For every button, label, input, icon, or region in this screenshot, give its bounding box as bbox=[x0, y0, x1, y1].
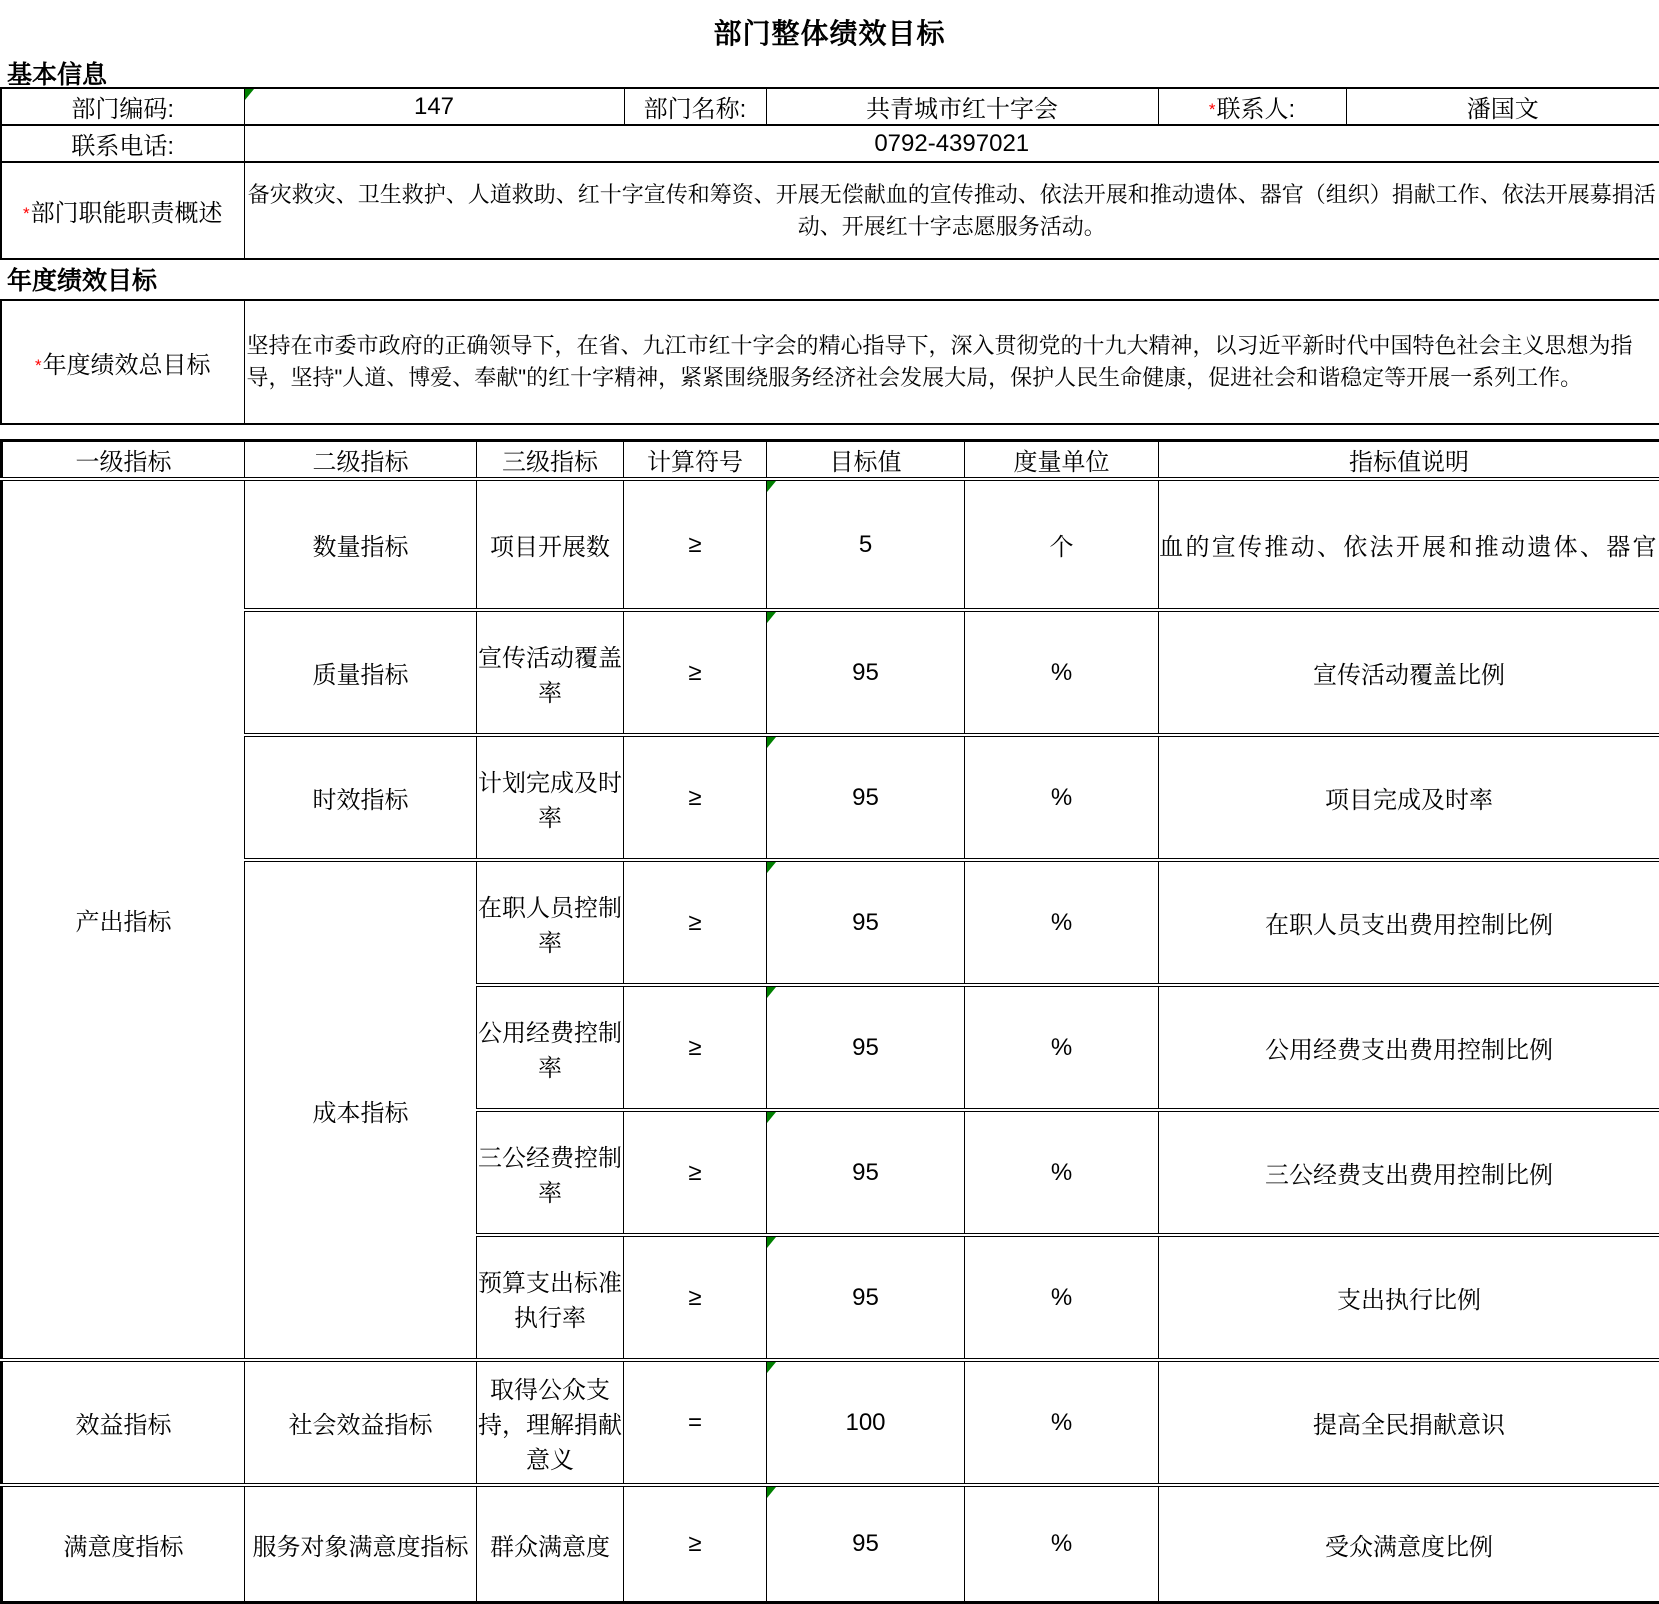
col-header-level2: 二级指标 bbox=[245, 441, 477, 480]
cell-flag-triangle-icon bbox=[767, 1362, 776, 1373]
cell-flag-triangle-icon bbox=[767, 1112, 776, 1123]
symbol-cell[interactable]: ≥ bbox=[624, 1235, 767, 1360]
level3-cell[interactable]: 预算支出标准执行率 bbox=[477, 1235, 624, 1360]
note-cell[interactable]: 项目完成及时率 bbox=[1159, 735, 1659, 860]
indicator-table bbox=[0, 439, 1659, 1604]
col-header-target: 目标值 bbox=[767, 441, 965, 480]
target-cell[interactable]: 95 bbox=[767, 985, 965, 1110]
note-cell[interactable]: 公用经费支出费用控制比例 bbox=[1159, 985, 1659, 1110]
basic-info-table bbox=[0, 87, 1659, 260]
note-cell[interactable]: 在职人员支出费用控制比例 bbox=[1159, 860, 1659, 985]
contact-value[interactable]: 潘国文 bbox=[1346, 88, 1659, 125]
target-cell[interactable]: 5 bbox=[767, 479, 965, 610]
cell-flag-triangle-icon bbox=[767, 987, 776, 998]
cell-flag-triangle-icon bbox=[767, 481, 776, 492]
unit-cell[interactable]: % bbox=[965, 1485, 1159, 1603]
unit-cell[interactable]: % bbox=[965, 610, 1159, 735]
note-cell[interactable]: 提高全民捐献意识 bbox=[1159, 1360, 1659, 1485]
symbol-cell[interactable]: ≥ bbox=[624, 479, 767, 610]
annual-goal-label: *年度绩效总目标 bbox=[1, 300, 244, 424]
note-cell[interactable]: 支出执行比例 bbox=[1159, 1235, 1659, 1360]
note-cell[interactable]: 宣传活动覆盖比例 bbox=[1159, 610, 1659, 735]
target-cell[interactable]: 95 bbox=[767, 860, 965, 985]
level2-cell[interactable]: 质量指标 bbox=[245, 610, 477, 735]
symbol-cell[interactable]: ≥ bbox=[624, 735, 767, 860]
col-header-level1: 一级指标 bbox=[2, 441, 245, 480]
title-band bbox=[0, 0, 1659, 63]
unit-cell[interactable]: % bbox=[965, 985, 1159, 1110]
col-header-level3: 三级指标 bbox=[477, 441, 624, 480]
cell-flag-triangle-icon bbox=[245, 89, 254, 100]
symbol-cell[interactable]: ≥ bbox=[624, 985, 767, 1110]
target-cell[interactable]: 95 bbox=[767, 1110, 965, 1235]
dept-name-value[interactable]: 共青城市红十字会 bbox=[766, 88, 1158, 125]
dept-code-value[interactable]: 147 bbox=[244, 88, 624, 125]
note-cell[interactable]: 血的宣传推动、依法开展和推动遗体、器官 bbox=[1159, 479, 1659, 610]
required-asterisk-icon: * bbox=[1209, 100, 1217, 119]
unit-cell[interactable]: 个 bbox=[965, 479, 1159, 610]
unit-cell[interactable]: % bbox=[965, 1360, 1159, 1485]
annual-goal-table bbox=[0, 299, 1659, 425]
symbol-cell[interactable]: ≥ bbox=[624, 860, 767, 985]
unit-cell[interactable]: % bbox=[965, 860, 1159, 985]
phone-value[interactable]: 0792-4397021 bbox=[244, 125, 1659, 162]
required-asterisk-icon: * bbox=[35, 356, 43, 375]
annual-goal-value[interactable]: 坚持在市委市政府的正确领导下，在省、九江市红十字会的精心指导下，深入贯彻党的十九大精神，以习近平新时代中国特色社会主义思想为指导，坚持"人道、博爱、奉献"的红十字精神，紧紧围绕服务经济社会发展大局，保护人民生命健康，促进社会和谐稳定等开展一系列工作。 bbox=[244, 300, 1659, 424]
cell-flag-triangle-icon bbox=[767, 862, 776, 873]
cell-flag-triangle-icon bbox=[767, 737, 776, 748]
symbol-cell[interactable]: ≥ bbox=[624, 610, 767, 735]
symbol-cell[interactable]: = bbox=[624, 1360, 767, 1485]
cell-flag-triangle-icon bbox=[767, 612, 776, 623]
unit-cell[interactable]: % bbox=[965, 1110, 1159, 1235]
level3-cell[interactable]: 群众满意度 bbox=[477, 1485, 624, 1603]
level2-cell[interactable]: 服务对象满意度指标 bbox=[245, 1485, 477, 1603]
level1-cell-benefit: 效益指标 bbox=[2, 1360, 245, 1485]
target-cell[interactable]: 95 bbox=[767, 610, 965, 735]
note-cell[interactable]: 受众满意度比例 bbox=[1159, 1485, 1659, 1603]
unit-cell[interactable]: % bbox=[965, 1235, 1159, 1360]
level2-cell-cost: 成本指标 bbox=[245, 860, 477, 1360]
level3-cell[interactable]: 宣传活动覆盖率 bbox=[477, 610, 624, 735]
section-heading-basic-info: 基本信息 bbox=[0, 63, 1659, 87]
level2-cell[interactable]: 数量指标 bbox=[245, 479, 477, 610]
col-header-note: 指标值说明 bbox=[1159, 441, 1659, 480]
section-heading-annual-goal: 年度绩效目标 bbox=[0, 267, 1659, 295]
phone-label: 联系电话: bbox=[1, 125, 244, 162]
dept-code-label: 部门编码: bbox=[1, 88, 244, 125]
level3-cell[interactable]: 计划完成及时率 bbox=[477, 735, 624, 860]
level3-cell[interactable]: 取得公众支持，理解捐献意义 bbox=[477, 1360, 624, 1485]
duty-label: *部门职能职责概述 bbox=[1, 162, 244, 259]
level3-cell[interactable]: 项目开展数 bbox=[477, 479, 624, 610]
dept-name-label: 部门名称: bbox=[624, 88, 766, 125]
required-asterisk-icon: * bbox=[23, 204, 31, 223]
note-cell[interactable]: 三公经费支出费用控制比例 bbox=[1159, 1110, 1659, 1235]
target-cell[interactable]: 100 bbox=[767, 1360, 965, 1485]
level3-cell[interactable]: 三公经费控制率 bbox=[477, 1110, 624, 1235]
contact-label: *联系人: bbox=[1158, 88, 1346, 125]
page-title: 部门整体绩效目标 bbox=[713, 12, 945, 52]
target-cell[interactable]: 95 bbox=[767, 1235, 965, 1360]
level1-cell-output: 产出指标 bbox=[2, 479, 245, 1360]
level3-cell[interactable]: 在职人员控制率 bbox=[477, 860, 624, 985]
col-header-symbol: 计算符号 bbox=[624, 441, 767, 480]
cell-flag-triangle-icon bbox=[767, 1487, 776, 1498]
symbol-cell[interactable]: ≥ bbox=[624, 1485, 767, 1603]
level2-cell[interactable]: 时效指标 bbox=[245, 735, 477, 860]
symbol-cell[interactable]: ≥ bbox=[624, 1110, 767, 1235]
level1-cell-satisfaction: 满意度指标 bbox=[2, 1485, 245, 1603]
cell-flag-triangle-icon bbox=[767, 1237, 776, 1248]
level2-cell[interactable]: 社会效益指标 bbox=[245, 1360, 477, 1485]
col-header-unit: 度量单位 bbox=[965, 441, 1159, 480]
level3-cell[interactable]: 公用经费控制率 bbox=[477, 985, 624, 1110]
duty-value[interactable]: 备灾救灾、卫生救护、人道救助、红十字宣传和筹资、开展无偿献血的宣传推动、依法开展和推动遗体、器官（组织）捐献工作、依法开展募捐活动、开展红十字志愿服务活动。 bbox=[244, 162, 1659, 259]
unit-cell[interactable]: % bbox=[965, 735, 1159, 860]
target-cell[interactable]: 95 bbox=[767, 1485, 965, 1603]
target-cell[interactable]: 95 bbox=[767, 735, 965, 860]
